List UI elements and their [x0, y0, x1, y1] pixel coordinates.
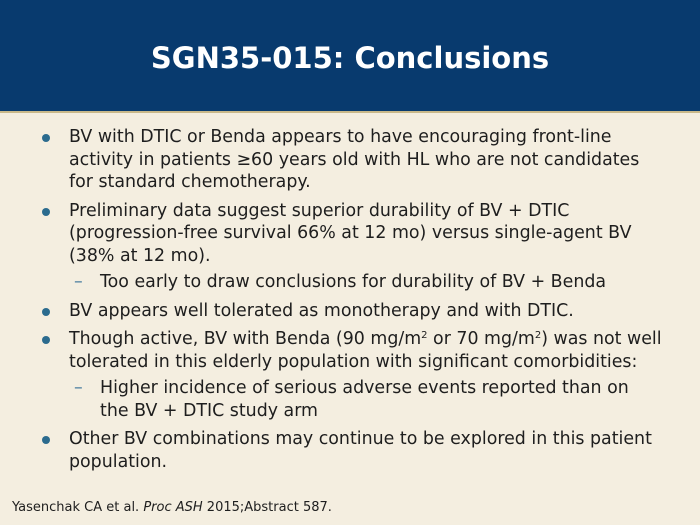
bullet-dot-icon — [42, 436, 50, 444]
bullet-item — [42, 300, 662, 323]
bullet-text: BV with DTIC or Benda appears to have encouraging front-line activity in patients ≥60 years old with HL who are not candidates for standard chemotherapy. — [69, 127, 640, 192]
bullet-list — [42, 126, 662, 479]
citation-authors: Yasenchak CA et al. — [12, 500, 144, 515]
bullet-dot-icon — [42, 134, 50, 142]
sub-bullet-text: Higher incidence of serious adverse events reported than on the BV + DTIC study arm — [100, 378, 629, 421]
divider — [0, 111, 700, 113]
dash-icon: – — [74, 378, 83, 398]
bullet-text: Other BV combinations may continue to be explored in this patient population. — [69, 429, 652, 472]
bullet-item — [42, 328, 662, 373]
sub-bullet-text: Too early to draw conclusions for durability of BV + Benda — [100, 272, 607, 292]
citation — [12, 500, 332, 515]
bullet-dot-icon — [42, 336, 50, 344]
superscript: 2 — [534, 330, 542, 341]
bullet-dot-icon — [42, 308, 50, 316]
bullet-dot-icon — [42, 208, 50, 216]
bullet-item — [42, 428, 662, 473]
superscript: 2 — [421, 330, 428, 341]
bullet-text-part: or 70 mg/m — [427, 329, 535, 349]
bullet-text-part: ) was not well tolerated in this elderly population with significant comorbidities: — [69, 329, 662, 372]
bullet-text: Preliminary data suggest superior durability of BV + DTIC (progression-free survival 66% at 12 mo) versus single-agent BV (38% at 12 mo). — [69, 200, 632, 266]
bullet-text: BV appears well tolerated as monotherapy and with DTIC. — [69, 300, 574, 321]
citation-journal: Proc ASH — [143, 500, 203, 515]
bullet-item — [42, 126, 662, 194]
bullet-item — [42, 200, 662, 268]
bullet-text — [69, 329, 662, 372]
sub-bullet-item — [42, 377, 662, 422]
bullet-text-part: Though active, BV with Benda (90 mg/m — [69, 329, 422, 349]
sub-bullet-item — [42, 271, 662, 294]
dash-icon: – — [74, 272, 83, 292]
slide-title: SGN35-015: Conclusions — [150, 40, 550, 75]
citation-details: 2015;Abstract 587. — [202, 500, 332, 515]
title-bar — [0, 0, 700, 111]
